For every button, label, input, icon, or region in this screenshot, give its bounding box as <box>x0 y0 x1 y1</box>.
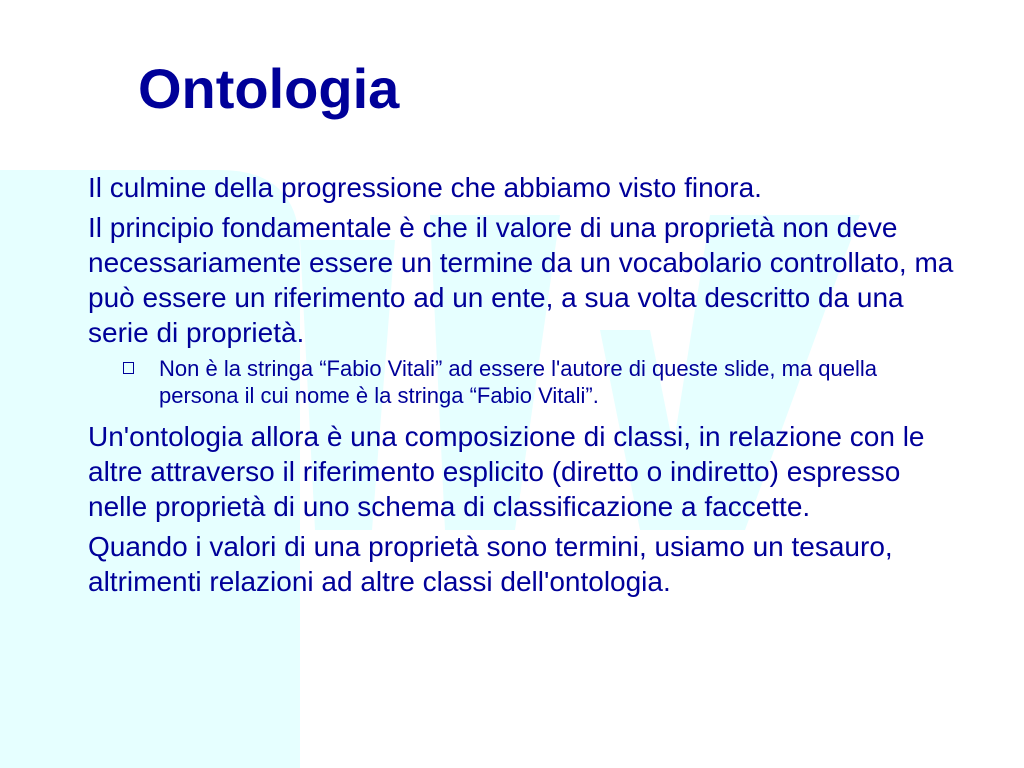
paragraph-ontology-definition: Un'ontologia allora è una composizione di classi, in relazione con le altre attraverso il riferimento esplicito (diretto o indiretto) espresso nelle proprietà di uno schema di classificazione a faccette. <box>88 421 925 522</box>
slide-body <box>88 170 958 604</box>
paragraph-thesaurus: Quando i valori di una proprietà sono termini, usiamo un tesauro, altrimenti relazioni ad altre classi dell'ontologia. <box>88 531 893 597</box>
paragraph-intro: Il culmine della progressione che abbiamo visto finora. <box>88 172 762 203</box>
hollow-square-bullet-icon <box>123 362 134 374</box>
paragraph-principle: Il principio fondamentale è che il valore di una proprietà non deve necessariamente essere un termine da un vocabolario controllato, ma può essere un riferimento ad un ente, a sua volta descritto da una serie di proprietà. <box>88 212 954 348</box>
slide-title: Ontologia <box>138 57 400 120</box>
sub-bullet-item <box>159 355 958 409</box>
sub-bullet-text: Non è la stringa “Fabio Vitali” ad essere l'autore di queste slide, ma quella persona il cui nome è la stringa “Fabio Vitali”. <box>159 356 877 408</box>
